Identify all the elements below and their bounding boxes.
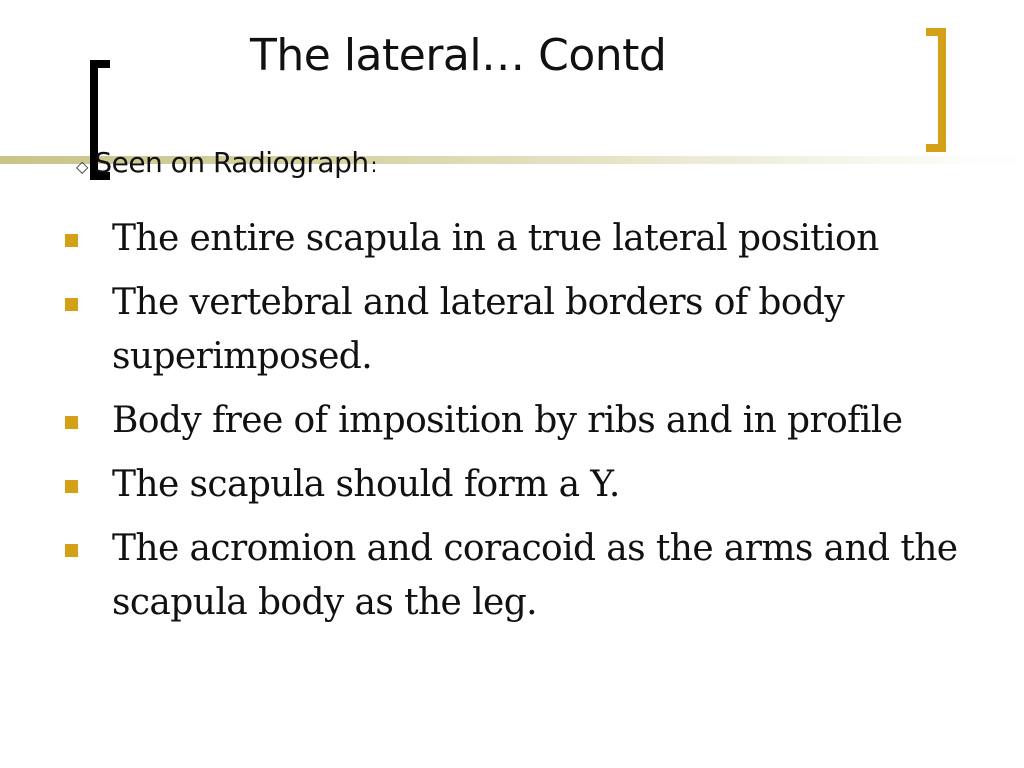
bullet-text: Body free of imposition by ribs and in profile [112,400,903,441]
bullet-item [60,458,960,512]
bullet-text: The acromion and coracoid as the arms and the scapula body as the leg. [112,528,958,623]
slide-title: The lateral… Contd [250,30,667,81]
bullet-text: The entire scapula in a true lateral position [112,218,879,259]
bullet-item [60,522,960,630]
square-bullet-icon [65,480,78,493]
square-bullet-icon [65,416,78,429]
bullet-item [60,394,960,448]
bullet-text: The vertebral and lateral borders of body superimposed. [112,282,845,377]
square-bullet-icon [65,234,78,247]
bullet-text: The scapula should form a Y. [112,464,620,505]
right-bracket-decoration [926,28,946,152]
square-bullet-icon [65,298,78,311]
subheading [76,146,377,179]
bullet-item [60,276,960,384]
diamond-bullet-icon: ◇ [76,157,89,176]
square-bullet-icon [65,544,78,557]
subheading-colon: : [370,153,378,177]
bullet-item [60,212,960,266]
bullet-list [60,212,960,640]
subheading-text: Seen on Radiograph [94,146,369,179]
